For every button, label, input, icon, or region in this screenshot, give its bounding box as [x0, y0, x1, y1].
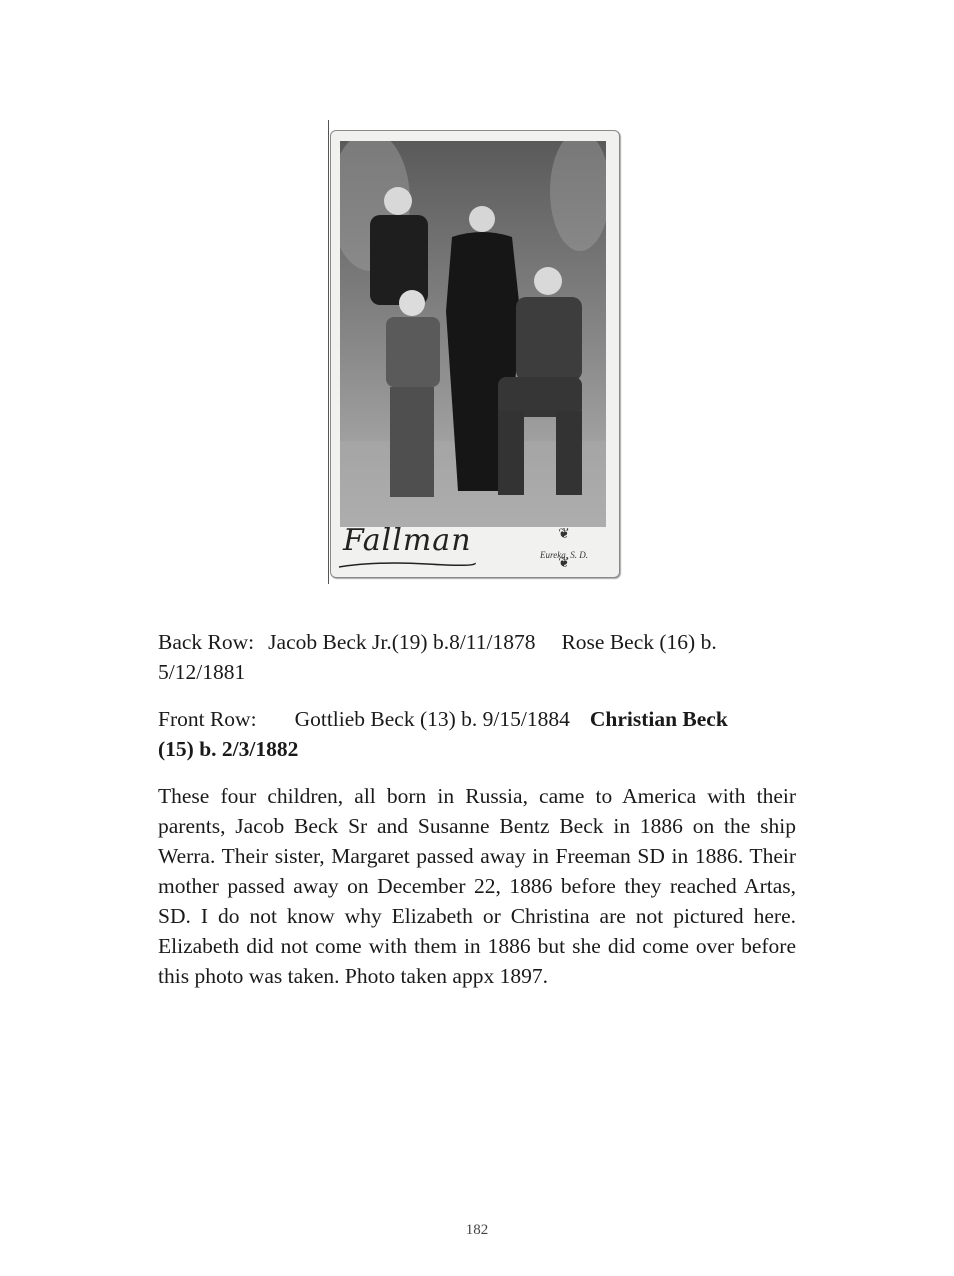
- back-row-date-continued: 5/12/1881: [158, 660, 246, 684]
- front-row-person-2: Christian Beck: [589, 707, 728, 731]
- back-row-person-2: Rose Beck (16) b.: [561, 630, 717, 654]
- back-row-person-1: Jacob Beck Jr.(19) b.8/11/1878: [268, 630, 536, 654]
- page-number: 182: [465, 1222, 489, 1238]
- photograph: [328, 120, 620, 584]
- front-row-date-continued: (15) b. 2/3/1882: [158, 737, 299, 761]
- studio-location: Eureka, S. D.: [540, 550, 588, 560]
- ornament-bottom: ❦: [558, 556, 570, 571]
- caption-front-row: [158, 704, 796, 764]
- swash-decoration: [337, 561, 477, 569]
- scan-edge: [328, 120, 329, 584]
- studio-signature: Fallman: [343, 523, 472, 558]
- front-row-person-1: Gottlieb Beck (13) b. 9/15/1884: [294, 707, 570, 731]
- cabinet-card: [330, 130, 620, 578]
- family-photo: [340, 141, 606, 527]
- body-paragraph: These four children, all born in Russia, came to America with their parents, Jacob Beck Sr and Susanne Bentz Beck in 1886 on the ship Werra. Their sister, Margaret passed away in Freeman SD in 1886. Their mother passed away on December 22, 1886 before they reached Artas, SD. I do not know why Elizabeth or Christina are not pictured here. Elizabeth did not come with them in 1886 but she did come over before this photo was taken. Photo taken appx 1897.: [158, 784, 796, 988]
- front-row-label: Front Row:: [158, 707, 257, 731]
- back-row-label: Back Row:: [158, 630, 255, 654]
- ornament-top: ❦: [558, 527, 570, 542]
- caption-back-row: [158, 627, 796, 687]
